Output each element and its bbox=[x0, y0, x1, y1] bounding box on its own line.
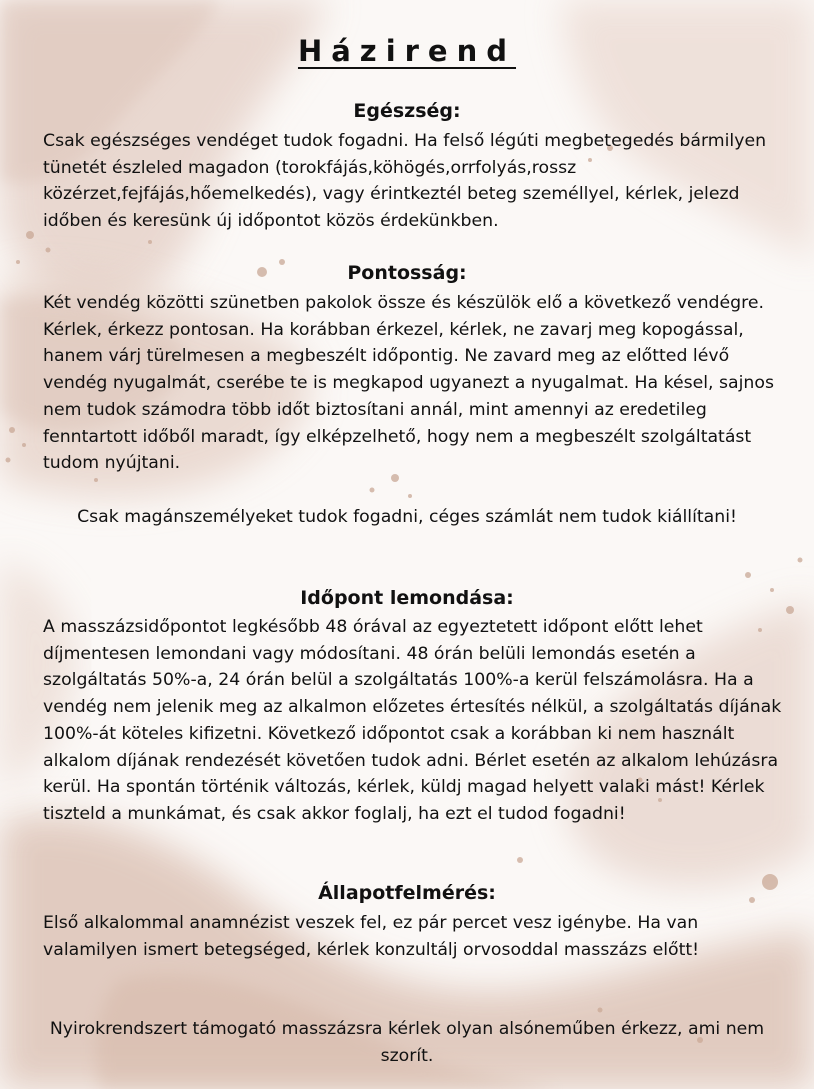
assessment-heading: Állapotfelmérés: bbox=[318, 882, 496, 904]
punctuality-text: Két vendég közötti szünetben pakolok össze és készülök elő a következő vendégre. Kérlek, érkezz pontosan. Ha korábban érkezel, kérlek, ne zavarj meg kopogással, hanem várj türelmesen a megbeszélt időpontig. Ne zavard meg az előtted lévő vendég nyugalmát, cserébe te is megkapod ugyanezt a nyugalmat. Ha késel, sajnos nem tudok számodra több időt biztosítani annál, mint amennyi az eredetileg fenntartott időből maradt, így elképzelhető, hogy nem a megbeszélt szolgáltatást tudom nyújtani. bbox=[43, 293, 774, 474]
health-heading: Egészség: bbox=[353, 100, 461, 122]
private-clients-note: Csak magánszemélyeket tudok fogadni, céges számlát nem tudok kiállítani! bbox=[77, 507, 737, 527]
health-text: Csak egészséges vendéget tudok fogadni. Ha felső légúti megbetegedés bármilyen tünetét észleled magadon (torokfájás,köhögés,orrfolyás,rossz közérzet,fejfájás,hőemelkedés), vagy érintkeztél beteg személlyel, kérlek, jelezd időben és keresünk új időpontot közös érdekünkben. bbox=[43, 131, 767, 232]
cancellation-text: A masszázsidőpontot legkésőbb 48 órával az egyeztetett időpont előtt lehet díjmentesen lemondani vagy módosítani. 48 órán belüli lemondás esetén a szolgáltatás 50%-a, 24 órán belül a szolgáltatás 100%-a kerül felszámolásra. Ha a vendég nem jelenik meg az alkalmon előzetes értesítés nélkül, a szolgáltatás díjának 100%-át köteles kifizetni. Következő időpontot csak a korábban ki nem használt alkalom díjának rendezését követően tudok adni. Bérlet esetén az alkalom lehúzásra kerül. Ha spontán történik változás, kérlek, küldj magad helyett valaki mást! Kérlek tiszteld a munkámat, és csak akkor foglalj, ha ezt el tudod fogadni! bbox=[43, 617, 782, 824]
lymph-massage-note: Nyirokrendszert támogató masszázsra kérlek olyan alsóneműben érkezz, ami nem szorít. bbox=[49, 1019, 765, 1066]
cancellation-heading: Időpont lemondása: bbox=[300, 587, 514, 609]
punctuality-heading: Pontosság: bbox=[347, 262, 467, 284]
page-title: Házirend bbox=[297, 34, 517, 68]
assessment-text: Első alkalommal anamnézist veszek fel, ez pár percet vesz igénybe. Ha van valamilyen ismert betegséged, kérlek konzultálj orvosoddal masszázs előtt! bbox=[43, 913, 700, 960]
